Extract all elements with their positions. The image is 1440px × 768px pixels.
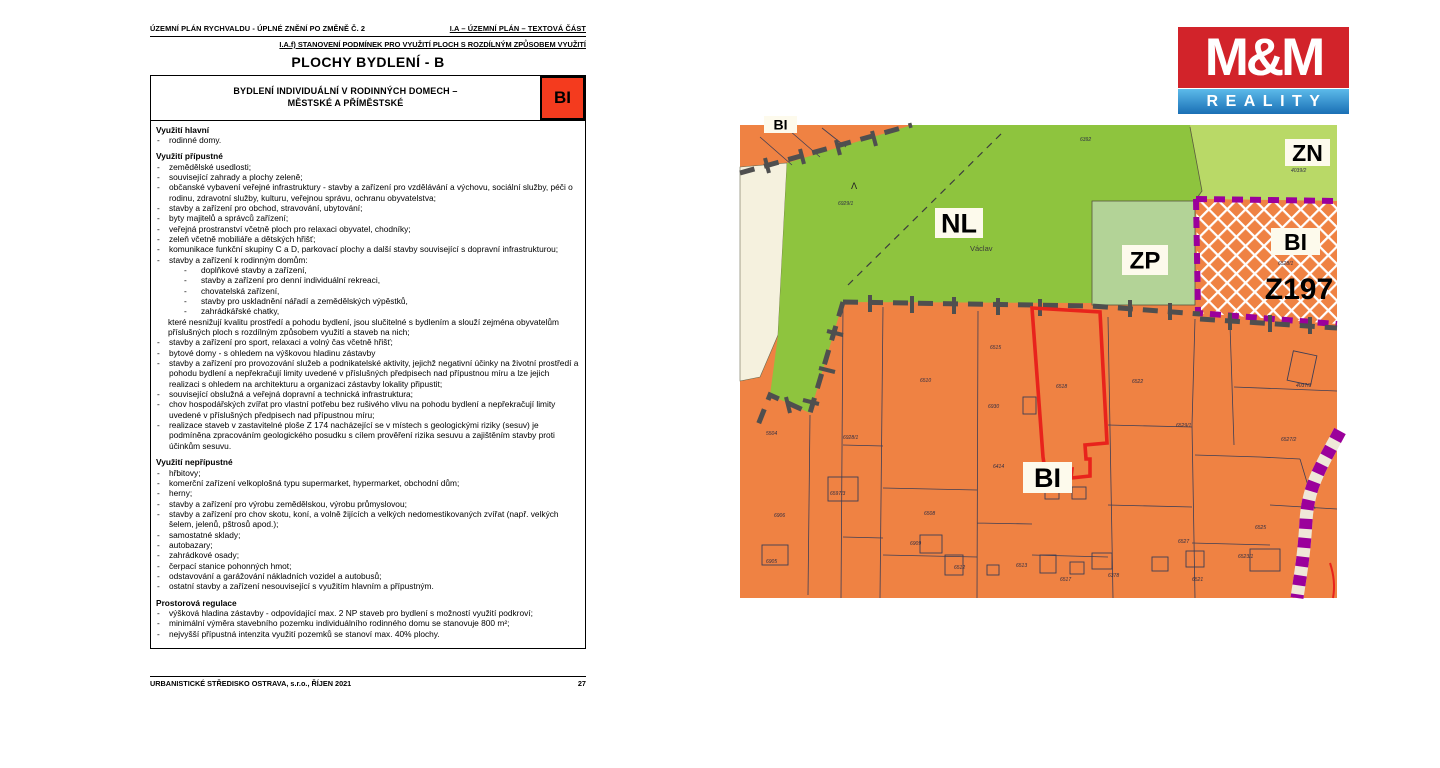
list-item-text: komerční zařízení velkoplošná typu supermarket, hypermarket, obchodní dům;: [169, 477, 460, 488]
list-item: [156, 629, 579, 639]
list-item-text: autobazary;: [169, 539, 213, 550]
parcel-number-label: 5504: [766, 431, 778, 437]
bullet-dash: -: [184, 306, 187, 317]
bullet-dash: -: [157, 529, 160, 540]
map-symbol: Λ: [851, 182, 858, 192]
list-item-text: bytové domy - s ohledem na výškovou hladinu zástavby: [169, 347, 376, 358]
list-item: [156, 478, 579, 488]
parcel-number-label: 6513: [1016, 563, 1028, 569]
parcel-number-label: 6525: [1255, 525, 1267, 531]
parcel-number-label: 6378: [1108, 573, 1120, 579]
list-item-text: zeleň včetně mobiliáře a dětských hřišť;: [169, 233, 316, 244]
document-sections: [151, 121, 585, 649]
zoning-map: [740, 116, 1337, 598]
bullet-dash: -: [184, 296, 187, 306]
bullet-dash: -: [157, 182, 160, 193]
list-item-text: rodinné domy.: [169, 134, 222, 145]
bullet-dash: -: [157, 337, 160, 348]
list-item-text: občanské vybavení veřejné infrastruktury - stavby a zařízení pro vzdělávání a výchovu, sociální služby, péči o rodinu, zdravotní služby, kulturu, veřejnou správu, ochranu obyvatelstva;: [169, 182, 573, 203]
logo-reality-bar: REALITY: [1178, 89, 1349, 114]
parcel-number-label: 6529/1: [1176, 423, 1192, 429]
parcel-number-label: 6906: [774, 513, 786, 519]
parcel-number-label: 6909: [910, 541, 922, 547]
document-header: [150, 24, 586, 33]
list-item: [156, 244, 579, 254]
bullet-dash: -: [157, 420, 160, 431]
list-item-text: stavby a zařízení pro chov skotu, koní, a volně žijících a velkých nedomestikovaných zvířat (např. velkých šelem, jelenů, pštrosů apod.);: [169, 508, 559, 530]
bullet-dash: -: [157, 570, 160, 581]
bullet-dash: -: [157, 161, 160, 172]
section-heading: Využití přípustné: [156, 151, 223, 162]
sub-list-item: [156, 296, 579, 306]
list-item: [156, 571, 579, 581]
section-heading: Prostorová regulace: [156, 597, 237, 608]
list-item: [156, 224, 579, 234]
sub-list-item-text: doplňkové stavby a zařízení,: [201, 264, 307, 275]
list-item: [156, 358, 579, 389]
bullet-dash: -: [157, 347, 160, 358]
svg-text:ZP: ZP: [1129, 247, 1161, 275]
list-item-text: související obslužná a veřejná dopravní a technická infrastruktura;: [169, 389, 413, 400]
sub-list-item: [156, 275, 579, 285]
list-item: [156, 530, 579, 540]
sub-list-item-text: chovatelská zařízení,: [201, 285, 280, 296]
list-item-text: samostatné sklady;: [169, 529, 241, 540]
sub-list-item: [156, 306, 579, 316]
bullet-dash: -: [157, 171, 160, 182]
parcel-number-label: 6517: [1060, 577, 1072, 583]
list-item: [156, 182, 579, 203]
list-item-text: stavby a zařízení pro výrobu zemědělskou, výrobu průmyslovou;: [169, 498, 407, 509]
list-item: [156, 348, 579, 358]
sub-list-item-text: zahrádkářské chatky,: [201, 306, 280, 317]
list-item-text: čerpací stanice pohonných hmot;: [169, 560, 292, 571]
list-item: [156, 540, 579, 550]
zone-label-z197: [1265, 273, 1333, 306]
zone-code-badge: BI: [540, 76, 585, 120]
bullet-dash: -: [157, 213, 160, 224]
bullet-dash: -: [157, 202, 160, 213]
parcel-number-label: 6414: [993, 464, 1005, 470]
bullet-dash: -: [184, 285, 187, 296]
list-item-text: zahrádkové osady;: [169, 550, 240, 561]
bullet-dash: -: [157, 607, 160, 618]
document-header-left: ÚZEMNÍ PLÁN RYCHVALDU - ÚPLNÉ ZNĚNÍ PO ZMĚNĚ Č. 2: [150, 24, 366, 33]
bullet-dash: -: [157, 389, 160, 400]
document-section: [156, 125, 579, 146]
list-item-continuation: které nesnižují kvalitu prostředí a pohodu bydlení, jsou slučitelné s bydlením a slouží zejména obyvatelům příslušných ploch s rozdílným způsobem využití a staveb na nich;: [168, 316, 559, 338]
parcel-number-label: 6928/1: [843, 435, 859, 441]
parcel-number-label: 6521: [1192, 577, 1204, 583]
bullet-dash: -: [157, 581, 160, 592]
list-item-text: ostatní stavby a zařízení nesouvisející s využitím hlavním a přípustným.: [169, 581, 434, 592]
bullet-dash: -: [157, 467, 160, 478]
list-item-text: chov hospodářských zvířat pro vlastní potřebu bez rušivého vlivu na pohodu bydlení a nepřekračují limity uvedené v příslušných předpisech nad přípustnou míru;: [169, 399, 556, 420]
place-name-label: Václav: [970, 244, 993, 253]
list-item: [156, 608, 579, 618]
bullet-dash: -: [157, 223, 160, 234]
list-item: [156, 337, 579, 347]
zone-label-bi: [764, 116, 797, 133]
list-item-text: související zahrady a plochy zeleně;: [169, 171, 303, 182]
sub-list-item-text: stavby pro uskladnění nářadí a zemědělských výpěstků,: [201, 296, 408, 306]
parcel-number-label: 6930: [988, 404, 1000, 410]
list-item: [156, 468, 579, 478]
zone-label-zp: [1122, 245, 1168, 275]
parcel-number-label: 6527/2: [1281, 437, 1297, 443]
bullet-dash: -: [157, 508, 160, 519]
list-item-text: stavby a zařízení k rodinným domům:: [169, 254, 308, 265]
parcel-number-label: 6518: [1056, 384, 1068, 390]
list-item: [156, 488, 579, 498]
list-item-text: veřejná prostranství včetně ploch pro relaxaci obyvatel, chodníky;: [169, 223, 411, 234]
section-heading: Využití nepřípustné: [156, 457, 233, 468]
zone-table-header: [151, 76, 585, 121]
document-header-right: I.A – ÚZEMNÍ PLÁN – TEXTOVÁ ČÁST: [449, 24, 586, 33]
zone-label-bi: [1023, 462, 1072, 493]
document-subheader: I.A.f) STANOVENÍ PODMÍNEK PRO VYUŽITÍ PLOCH S ROZDÍLNÝM ZPŮSOBEM VYUŽITÍ: [279, 39, 586, 49]
bullet-dash: -: [157, 539, 160, 550]
document-section: [156, 151, 579, 451]
parcel-number-label: 6392: [1080, 137, 1092, 143]
list-item: [156, 203, 579, 213]
list-item: [156, 550, 579, 560]
parcel-number-label: 6522: [1132, 379, 1144, 385]
zone-table: [150, 75, 586, 650]
svg-text:ZN: ZN: [1292, 139, 1323, 166]
bullet-dash: -: [157, 254, 160, 265]
list-item-text: stavby a zařízení pro provozování služeb a podnikatelské aktivity, jejichž negativní účinky na životní prostředí a pohodu bydlení a nepřekračují limity uvedené v příslušných předpisech nad přípustnou míru a lze jejich realizaci s ohledem na architekturu a organizaci zástavby lokality připustit;: [169, 358, 579, 389]
parcel-number-label: 6512: [954, 565, 966, 571]
sub-list-item: [156, 265, 579, 275]
parcel-number-label: 6597/3: [830, 491, 846, 497]
list-item-text: stavby a zařízení pro sport, relaxaci a volný čas včetně hřišť;: [169, 337, 393, 348]
list-item: [156, 234, 579, 244]
zone-label-nl: [935, 208, 983, 239]
bullet-dash: -: [157, 628, 160, 639]
list-item: [156, 509, 579, 530]
list-item: [156, 581, 579, 591]
bullet-dash: -: [157, 358, 160, 369]
zone-name-line2: MĚSTSKÉ A PŘÍMĚSTSKÉ: [287, 97, 404, 108]
list-item: [156, 255, 579, 265]
list-item: [156, 213, 579, 223]
parcel-number-label: 6515: [990, 345, 1002, 351]
parcel-number-label: 4039/2: [1291, 168, 1307, 174]
logo-mm-mark: M&M: [1178, 27, 1349, 88]
list-item-text: zemědělské usedlosti;: [169, 161, 252, 172]
document-section: [156, 457, 579, 591]
zone-name: [151, 76, 540, 120]
bullet-dash: -: [157, 244, 160, 255]
bullet-dash: -: [157, 488, 160, 499]
svg-text:BI: BI: [773, 116, 788, 133]
list-item: [156, 499, 579, 509]
document-footer: [150, 676, 586, 688]
list-item-text: nejvyšší přípustná intenzita využití pozemků se stanoví max. 40% plochy.: [169, 628, 440, 639]
svg-text:BI: BI: [1034, 463, 1061, 494]
svg-text:Z197: Z197: [1264, 272, 1334, 306]
bullet-dash: -: [157, 477, 160, 488]
zoning-map-svg: [740, 116, 1337, 598]
section-heading: Využití hlavní: [156, 124, 210, 135]
parcel-number-label: 6929/1: [838, 201, 854, 207]
parcel-number-label: 6508: [924, 511, 936, 517]
list-item-text: herny;: [169, 488, 193, 499]
zone-label-bi: [1271, 228, 1320, 255]
bullet-dash: -: [157, 233, 160, 244]
bullet-dash: -: [157, 560, 160, 571]
bullet-dash: -: [157, 550, 160, 561]
sub-list-item: [156, 286, 579, 296]
list-item: [156, 618, 579, 628]
mm-reality-logo: [1178, 27, 1349, 114]
bullet-dash: -: [157, 134, 160, 145]
document-section: [156, 598, 579, 639]
header-divider: [150, 36, 586, 37]
list-item-text: odstavování a garážování nákladních vozidel a autobusů;: [169, 570, 382, 581]
list-item-text: stavby a zařízení pro obchod, stravování, ubytování;: [169, 202, 363, 213]
list-item: [156, 389, 579, 399]
list-item-text: komunikace funkční skupiny C a D, parkovací plochy a další stavby související s dopravní infrastrukturou;: [169, 244, 559, 255]
list-item-text: minimální výměra stavebního pozemku individuálního rodinného domu se stanovuje 800 m²;: [169, 618, 510, 629]
list-item-text: výšková hladina zástavby - odpovídající max. 2 NP staveb pro bydlení s možností využití podkroví;: [169, 607, 533, 618]
zone-label-zn: [1285, 139, 1330, 166]
svg-text:NL: NL: [941, 208, 977, 239]
bullet-dash: -: [157, 399, 160, 410]
parcel-number-label: 6523/1: [1238, 554, 1254, 560]
sub-list-item-text: stavby a zařízení pro denní individuální rekreaci,: [201, 275, 381, 286]
bullet-dash: -: [157, 618, 160, 629]
svg-text:BI: BI: [1284, 228, 1307, 255]
list-item: [156, 162, 579, 172]
bullet-dash: -: [157, 498, 160, 509]
list-item: [156, 420, 579, 451]
list-item: [156, 135, 579, 145]
list-item: [156, 399, 579, 420]
parcel-number-label: 6528/1: [1278, 261, 1294, 267]
list-item: [156, 561, 579, 571]
parcel-number-label: 4037/3: [1296, 383, 1312, 389]
list-item: [156, 172, 579, 182]
list-item-text: realizace staveb v zastavitelné ploše Z 174 nacházející se v místech s geologickými riziky (sesuv) je podmíněna zpracováním geologického posudku s cílem prověření rizika sesuvu a zajištěním stavby proti účinkům sesuvu.: [169, 420, 555, 451]
page-title: PLOCHY BYDLENÍ - B: [291, 53, 445, 70]
bullet-dash: -: [184, 275, 187, 286]
zone-name-line1: BYDLENÍ INDIVIDUÁLNÍ V RODINNÝCH DOMECH –: [233, 85, 458, 96]
planning-document-page: [150, 24, 586, 688]
list-item-text: byty majitelů a správců zařízení;: [169, 213, 289, 224]
parcel-number-label: 6527: [1178, 539, 1190, 545]
parcel-number-label: 6905: [766, 559, 778, 565]
parcel-number-label: 6510: [920, 378, 932, 384]
bullet-dash: -: [184, 264, 187, 275]
footer-page-number: 27: [577, 679, 586, 688]
footer-author: URBANISTICKÉ STŘEDISKO OSTRAVA, s.r.o., ŘÍJEN 2021: [150, 679, 352, 688]
list-item-text: hřbitovy;: [169, 467, 201, 478]
